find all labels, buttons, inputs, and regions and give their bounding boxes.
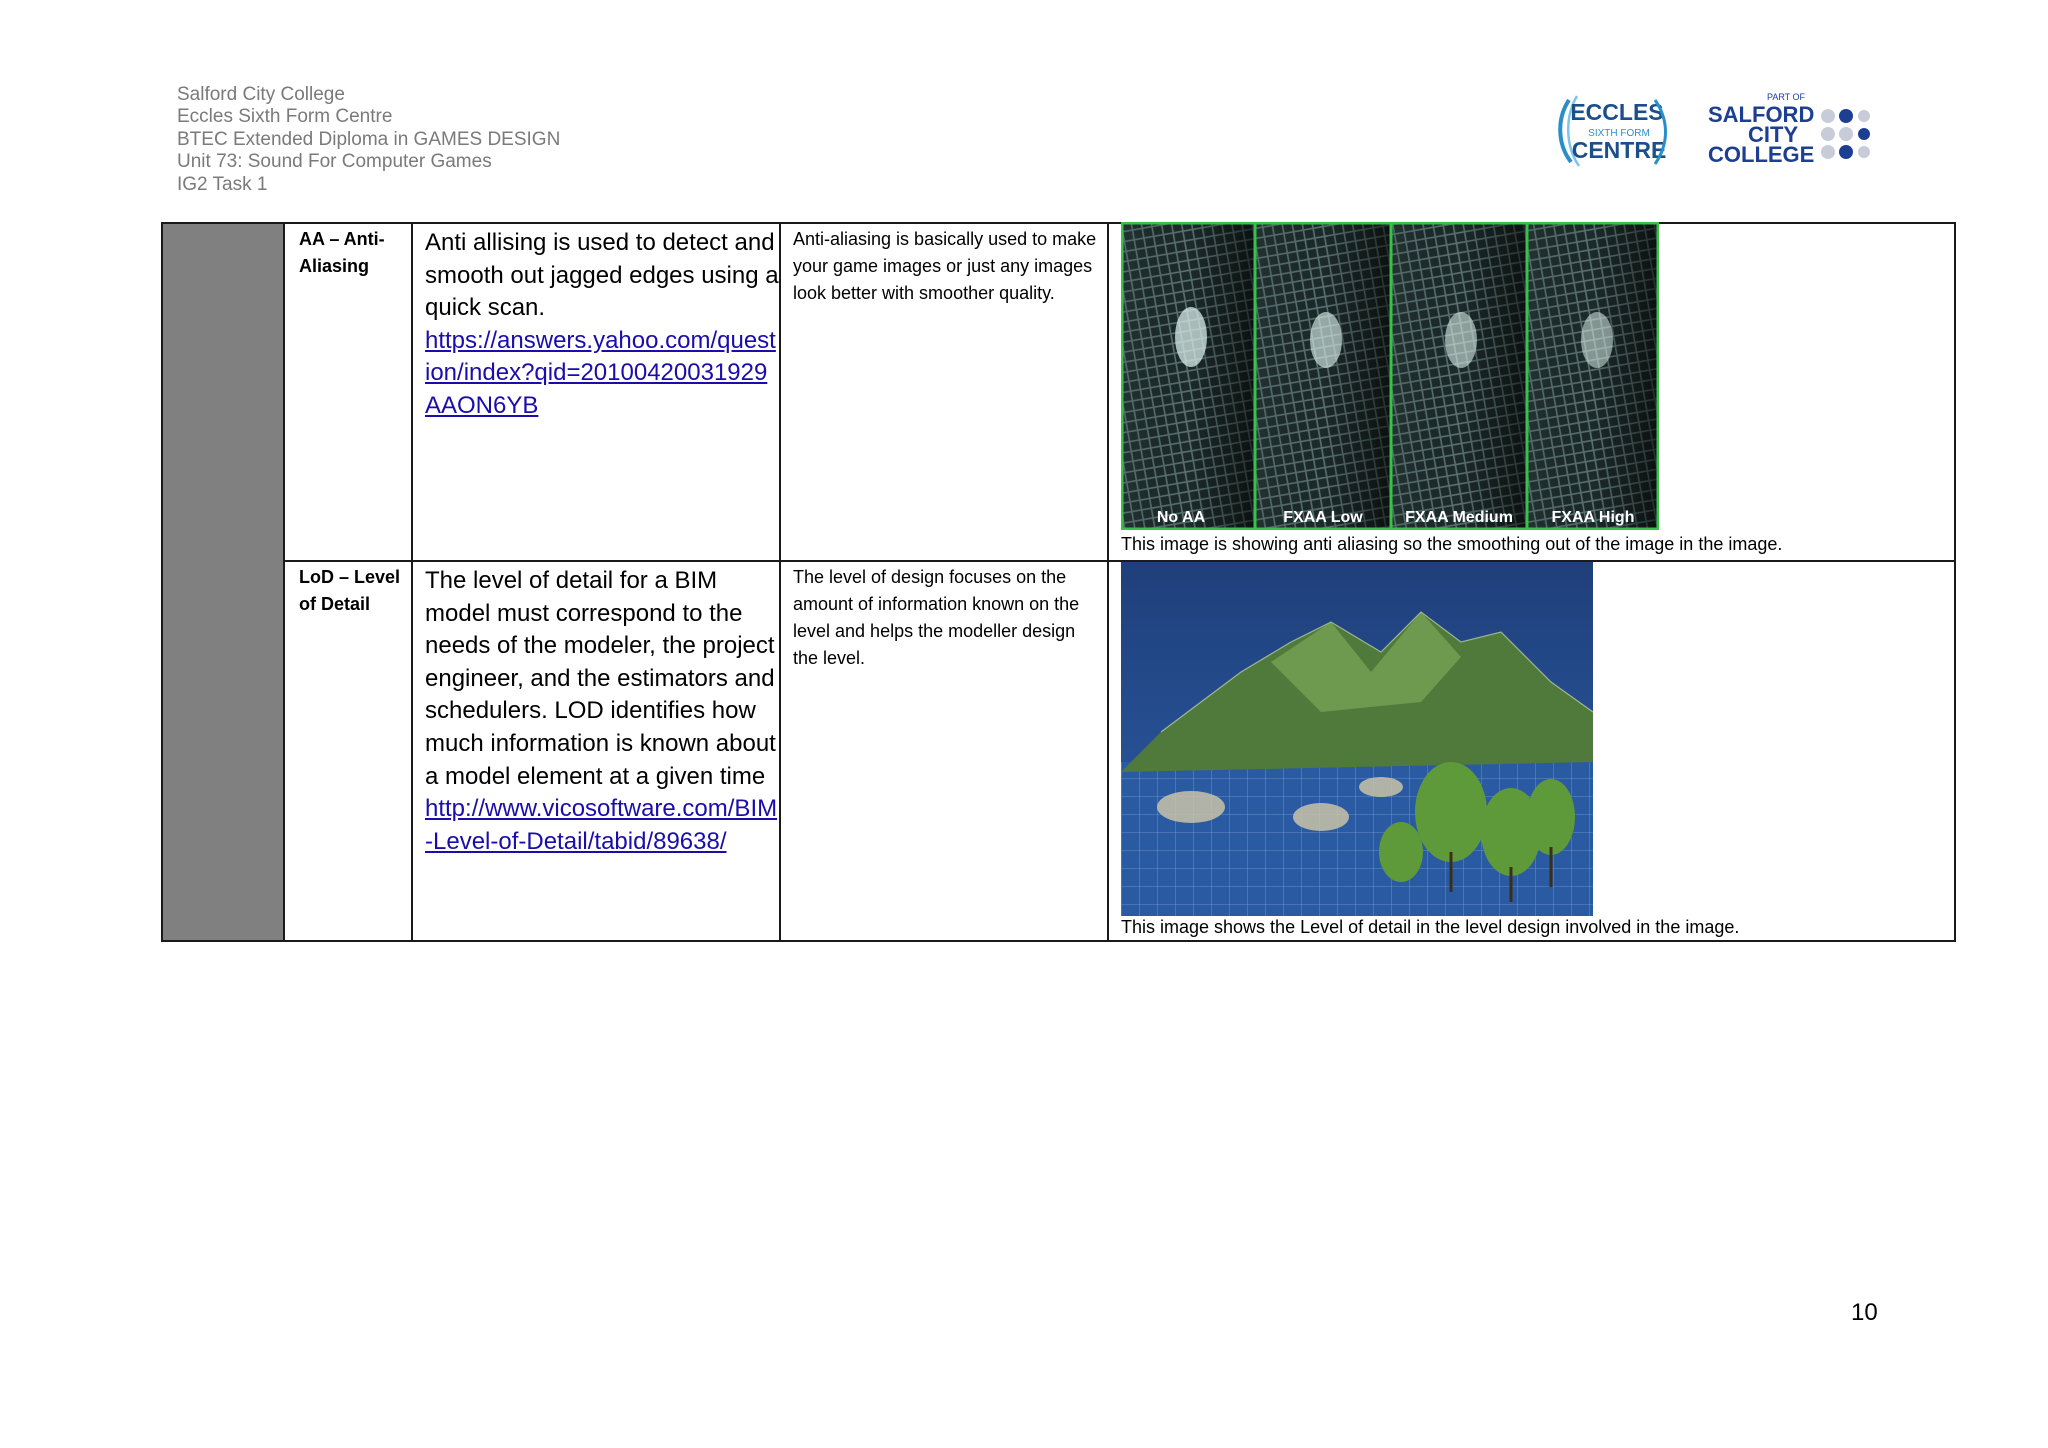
source-link-lod[interactable]: http://www.vicosoftware.com/BIM-Level-of-Detail/tabid/89638/: [425, 795, 778, 855]
salford-city-college-logo: [1700, 90, 1870, 170]
salford-logo-word1: SALFORD: [1708, 102, 1815, 127]
salford-logo-small: PART OF: [1766, 92, 1806, 102]
source-link-aa[interactable]: https://answers.yahoo.com/question/index?qid=20100420031929AAON6YB: [425, 326, 776, 419]
anti-aliasing-comparison-image: [1121, 222, 1659, 530]
level-of-detail-landscape-image: [1121, 562, 1593, 916]
header-college: Salford City College: [177, 84, 345, 105]
term-aa: AA – Anti-Aliasing: [299, 229, 385, 276]
eccles-centre-logo: [1555, 92, 1675, 170]
aa-label-fxaa-medium: FXAA Medium: [1405, 509, 1513, 526]
definition-aa: [413, 224, 781, 423]
header-task: IG2 Task 1: [177, 173, 268, 195]
eccles-logo-word3: CENTRE: [1571, 137, 1667, 163]
document-header: [177, 84, 560, 196]
definition-aa-text: Anti allising is used to detect and smooth out jagged edges using a quick scan.: [425, 229, 779, 322]
table-divider: [1107, 224, 1109, 940]
salford-logo-word2: CITY: [1748, 122, 1799, 147]
page-number: 10: [1851, 1299, 1878, 1326]
definition-lod-text: The level of detail for a BIM model must correspond to the needs of the modeler, the project engineer, and the estimators and schedulers. LOD identifies how much information is known about a model element at a given time: [425, 567, 776, 790]
eccles-logo-word1: ECCLES: [1570, 99, 1664, 125]
eccles-logo-word2: SIXTH FORM: [1588, 128, 1650, 139]
term-lod: LoD – Level of Detail: [299, 567, 401, 614]
definition-lod: [413, 562, 781, 858]
note-aa: Anti-aliasing is basically used to make your game images or just any images look better with smoother quality.: [793, 229, 1097, 303]
salford-logo-word3: COLLEGE: [1708, 142, 1815, 167]
header-unit: Unit 73: Sound For Computer Games: [177, 151, 492, 173]
aa-label-no-aa: No AA: [1156, 509, 1206, 526]
header-course: BTEC Extended Diploma in GAMES DESIGN: [177, 128, 561, 150]
aa-label-fxaa-low: FXAA Low: [1283, 509, 1363, 526]
header-centre: Eccles Sixth Form Centre: [177, 106, 393, 128]
note-lod: The level of design focuses on the amount of information known on the level and helps the modeller design the level.: [793, 567, 1080, 668]
caption-aa: This image is showing anti aliasing so the smoothing out of the image in the image.: [1121, 534, 1783, 554]
caption-lod: This image shows the Level of detail in the level design involved in the image.: [1121, 917, 1740, 937]
glossary-table: [161, 222, 1956, 942]
table-gray-column: [163, 224, 285, 940]
aa-label-fxaa-high: FXAA High: [1551, 509, 1635, 526]
